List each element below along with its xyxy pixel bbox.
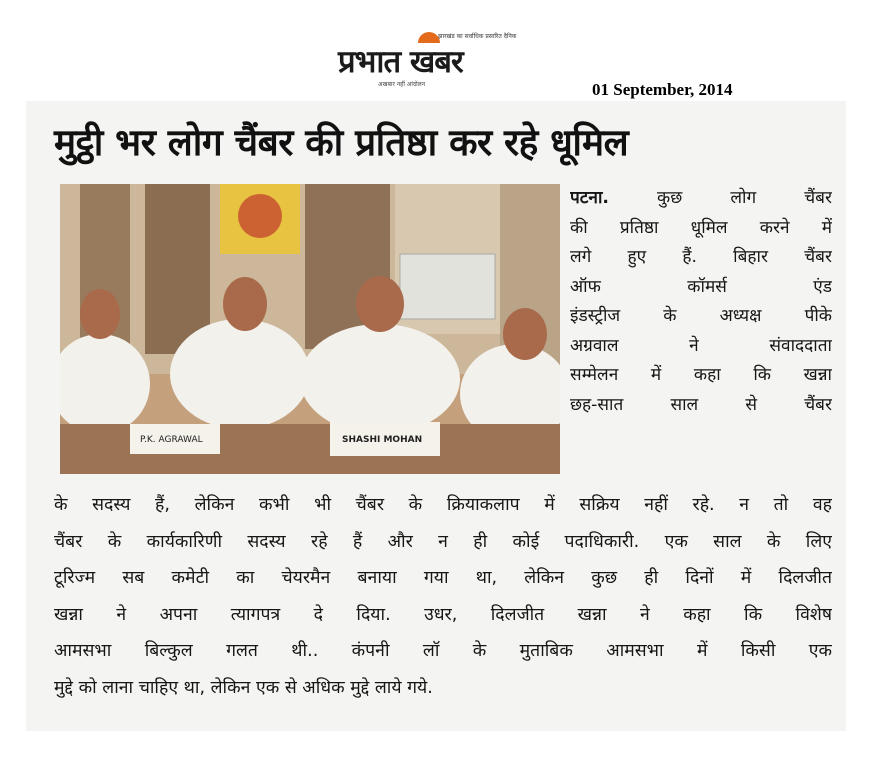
masthead-logo xyxy=(338,30,517,98)
publication-date: 01 September, 2014 xyxy=(592,80,733,99)
body-line: मुद्दे को लाना चाहिए था, लेकिन एक से अधिक मुद्दे लाये गये. xyxy=(54,677,433,698)
masthead-tagline: झारखंड का सर्वाधिक प्रसारित दैनिक xyxy=(438,33,517,40)
nameplate-right: SHASHI MOHAN xyxy=(342,435,423,445)
column-line-1: पटना. कुछ लोग चैंबर xyxy=(570,188,832,208)
body-line: टूरिज्म सब कमेटी का चेयरमैन बनाया गया था, लेकिन कुछ ही दिनों में दिलजीत xyxy=(54,568,832,588)
column-line: सम्मेलन में कहा कि खन्ना xyxy=(570,365,832,385)
column-line: छह-सात साल से चैंबर xyxy=(570,394,832,415)
press-conference-photo xyxy=(60,184,560,474)
column-line: लगे हुए हैं. बिहार चैंबर xyxy=(570,247,832,267)
body-line: के सदस्य हैं, लेकिन कभी भी चैंबर के क्रियाकलाप में सक्रिय नहीं रहे. न तो वह xyxy=(54,495,832,515)
article-column-text xyxy=(570,184,832,420)
article-headline: मुट्ठी भर लोग चैंबर की प्रतिष्ठा कर रहे धूमिल xyxy=(54,121,629,164)
nameplate-left: P.K. AGRAWAL xyxy=(140,435,203,445)
column-line: अग्रवाल ने संवाददाता xyxy=(570,335,832,356)
article-dateline: पटना. xyxy=(570,188,609,208)
body-line: आमसभा बिल्कुल गलत थी.. कंपनी लॉ के मुताबिक आमसभा में किसी एक xyxy=(54,641,832,661)
masthead-sub: अखबार नहीं आंदोलन xyxy=(378,81,426,88)
column-line: ऑफ कॉमर्स एंड xyxy=(570,276,832,297)
column-line: की प्रतिष्ठा धूमिल करने में xyxy=(570,217,832,238)
body-line: खन्ना ने अपना त्यागपत्र दे दिया. उधर, दिलजीत खन्ना ने कहा कि विशेष xyxy=(54,604,832,625)
column-line: इंडस्ट्रीज के अध्यक्ष पीके xyxy=(570,306,832,326)
article-body-text xyxy=(54,487,832,706)
body-line: चैंबर के कार्यकारिणी सदस्य रहे हैं और न ही कोई पदाधिकारी. एक साल के लिए xyxy=(54,531,832,552)
masthead-name: प्रभात खबर xyxy=(338,44,463,80)
